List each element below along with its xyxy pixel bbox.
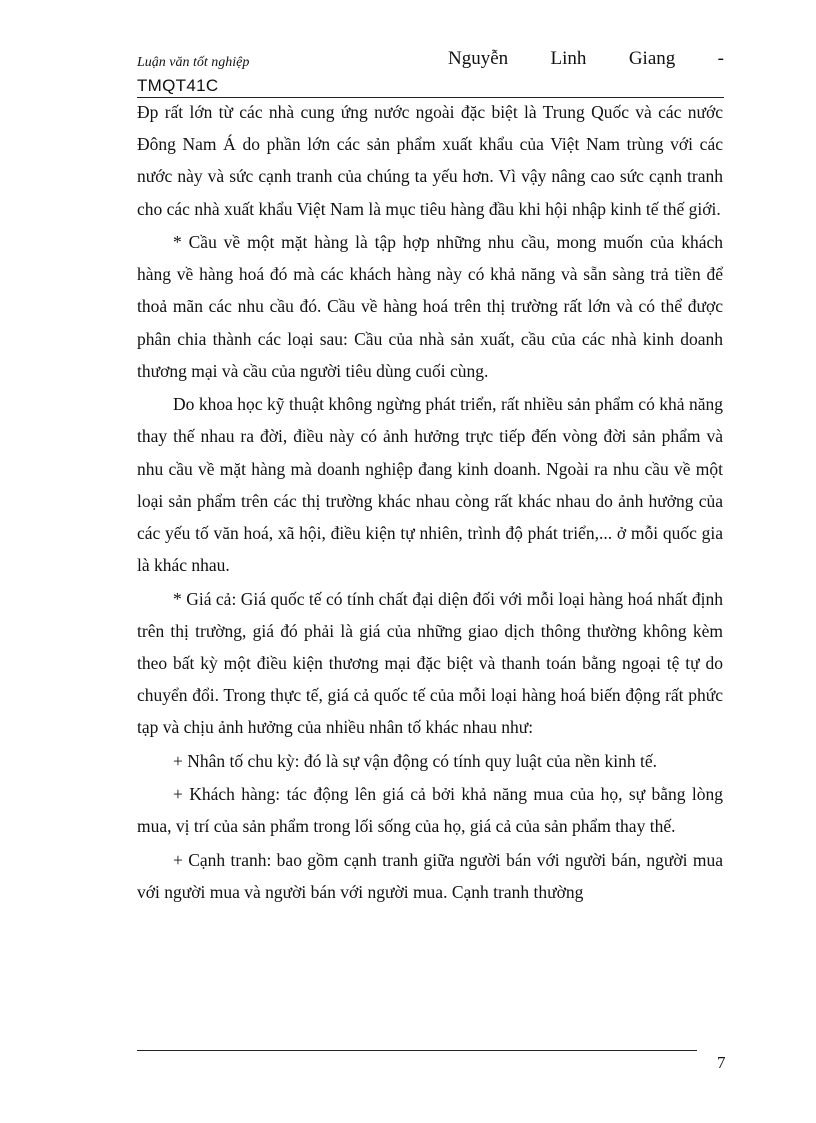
- author-dash: -: [717, 48, 724, 69]
- footer-divider: [137, 1050, 697, 1051]
- thesis-label: Luận văn tốt nghiệp: [137, 55, 250, 70]
- class-code: TMQT41C: [137, 76, 219, 95]
- paragraph: Do khoa học kỹ thuật không ngừng phát triển, rất nhiều sản phẩm có khả năng thay thế nhau ra đời, điều này có ảnh hưởng trực tiếp đến vòng đời sản phẩm và nhu cầu về mặt hàng mà doanh nghiệp đang kinh doanh. Ngoài ra nhu cầu về một loại sản phẩm trên các thị trường khác nhau còng rất khác nhau do ảnh hưởng của các yếu tố văn hoá, xã hội, điều kiện tự nhiên, trình độ phát triển,... ở mỗi quốc gia là khác nhau.: [137, 394, 723, 576]
- page-number: 7: [717, 1053, 726, 1072]
- paragraph: + Nhân tố chu kỳ: đó là sự vận động có tính quy luật của nền kinh tế.: [173, 750, 657, 771]
- author-name: [448, 48, 724, 70]
- paragraph: * Cầu về một mặt hàng là tập hợp những nhu cầu, mong muốn của khách hàng về hàng hoá đó mà các khách hàng này có khả năng và sẵn sàng trả tiền để thoả mãn các nhu cầu đó. Cầu về hàng hoá trên thị trường rất lớn và có thể được phân chia thành các loại sau: Cầu của nhà sản xuất, cầu của các nhà kinh doanh thương mại và cầu của người tiêu dùng cuối cùng.: [137, 232, 723, 381]
- author-word-3: Giang: [628, 48, 676, 69]
- paragraph: + Khách hàng: tác động lên giá cả bởi khả năng mua của họ, sự bằng lòng mua, vị trí của sản phẩm trong lối sống của họ, giá cả của sản phẩm thay thế.: [137, 784, 723, 837]
- paragraph: Đp rất lớn từ các nhà cung ứng nước ngoài đặc biệt là Trung Quốc và các nước Đông Nam Á do phần lớn các sản phẩm xuất khẩu của Việt Nam trùng với các nước này và sức cạnh tranh của chúng ta yếu hơn. Vì vậy nâng cao sức cạnh tranh cho các nhà xuất khẩu Việt Nam là mục tiêu hàng đầu khi hội nhập kinh tế thế giới.: [137, 102, 723, 219]
- body-text: [137, 96, 723, 909]
- paragraph: * Giá cả: Giá quốc tế có tính chất đại diện đối với mỗi loại hàng hoá nhất định trên thị trường, giá đó phải là giá của những giao dịch thông thường không kèm theo bất kỳ một điều kiện thương mại đặc biệt và thanh toán bằng ngoại tệ tự do chuyển đổi. Trong thực tế, giá cả quốc tế của mỗi loại hàng hoá biến động rất phức tạp và chịu ảnh hưởng của nhiều nhân tố khác nhau như:: [137, 588, 723, 738]
- author-word-1: Nguyễn: [448, 48, 509, 69]
- author-word-2: Linh: [550, 48, 587, 69]
- paragraph: + Cạnh tranh: bao gồm cạnh tranh giữa người bán với người bán, người mua với người mua và người bán với người mua. Cạnh tranh thường: [137, 849, 723, 902]
